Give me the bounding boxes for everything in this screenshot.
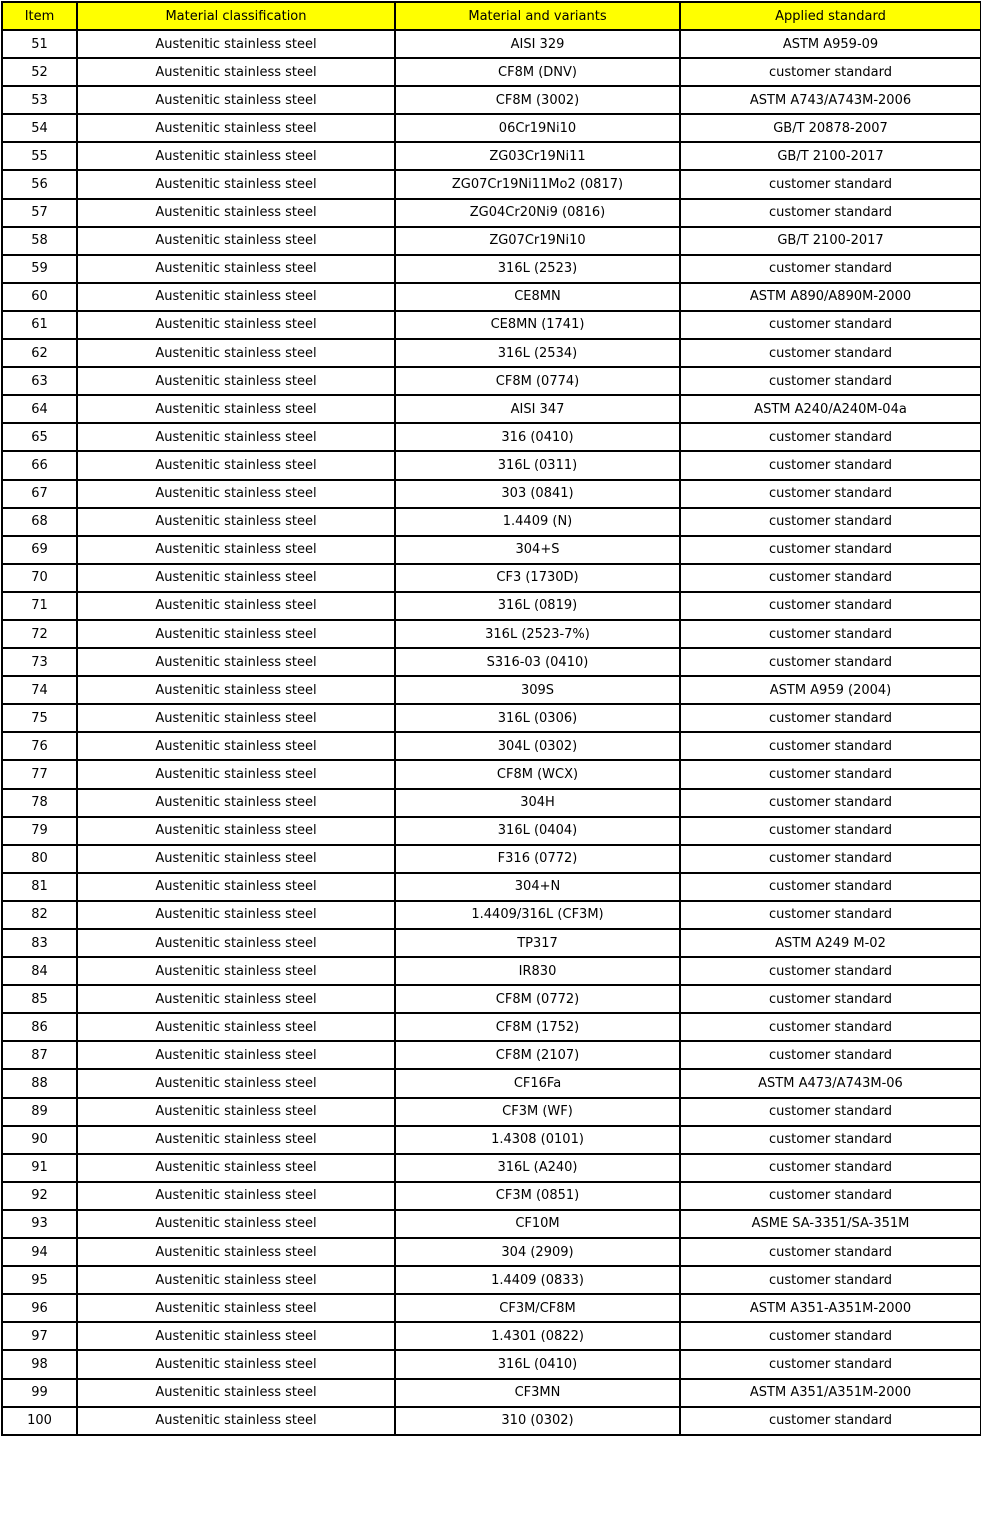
header-standard: Applied standard	[680, 2, 981, 30]
cell-classification: Austenitic stainless steel	[77, 170, 395, 198]
cell-material: 1.4308 (0101)	[395, 1126, 680, 1154]
cell-material: 303 (0841)	[395, 480, 680, 508]
cell-classification: Austenitic stainless steel	[77, 985, 395, 1013]
table-row	[2, 732, 981, 760]
table-row	[2, 311, 981, 339]
table-row	[2, 845, 981, 873]
cell-classification: Austenitic stainless steel	[77, 1182, 395, 1210]
header-material: Material and variants	[395, 2, 680, 30]
cell-item: 90	[2, 1126, 77, 1154]
cell-item: 84	[2, 957, 77, 985]
cell-item: 61	[2, 311, 77, 339]
table-row	[2, 676, 981, 704]
cell-classification: Austenitic stainless steel	[77, 901, 395, 929]
header-item: Item	[2, 2, 77, 30]
cell-classification: Austenitic stainless steel	[77, 311, 395, 339]
cell-standard: GB/T 20878-2007	[680, 114, 981, 142]
cell-classification: Austenitic stainless steel	[77, 227, 395, 255]
cell-standard: customer standard	[680, 620, 981, 648]
cell-material: CF8M (0774)	[395, 367, 680, 395]
cell-standard: customer standard	[680, 339, 981, 367]
cell-item: 70	[2, 564, 77, 592]
cell-material: 1.4301 (0822)	[395, 1322, 680, 1350]
cell-classification: Austenitic stainless steel	[77, 283, 395, 311]
cell-standard: customer standard	[680, 1266, 981, 1294]
table-row	[2, 1154, 981, 1182]
materials-table	[1, 1, 981, 1436]
cell-item: 65	[2, 423, 77, 451]
cell-classification: Austenitic stainless steel	[77, 114, 395, 142]
table-row	[2, 86, 981, 114]
cell-standard: customer standard	[680, 732, 981, 760]
cell-item: 57	[2, 199, 77, 227]
cell-classification: Austenitic stainless steel	[77, 1013, 395, 1041]
cell-material: CF3MN	[395, 1379, 680, 1407]
table-row	[2, 1322, 981, 1350]
table-row	[2, 1266, 981, 1294]
cell-item: 52	[2, 58, 77, 86]
cell-item: 58	[2, 227, 77, 255]
cell-standard: customer standard	[680, 1126, 981, 1154]
cell-item: 72	[2, 620, 77, 648]
cell-material: 06Cr19Ni10	[395, 114, 680, 142]
cell-standard: customer standard	[680, 817, 981, 845]
table-row	[2, 480, 981, 508]
cell-material: CF8M (2107)	[395, 1041, 680, 1069]
cell-classification: Austenitic stainless steel	[77, 255, 395, 283]
cell-material: 304 (2909)	[395, 1238, 680, 1266]
cell-item: 60	[2, 283, 77, 311]
cell-item: 86	[2, 1013, 77, 1041]
cell-material: 316 (0410)	[395, 423, 680, 451]
cell-classification: Austenitic stainless steel	[77, 1407, 395, 1435]
cell-material: ZG07Cr19Ni11Mo2 (0817)	[395, 170, 680, 198]
table-row	[2, 901, 981, 929]
cell-item: 62	[2, 339, 77, 367]
table-row	[2, 58, 981, 86]
cell-standard: customer standard	[680, 957, 981, 985]
cell-classification: Austenitic stainless steel	[77, 1069, 395, 1097]
cell-classification: Austenitic stainless steel	[77, 592, 395, 620]
cell-material: 316L (A240)	[395, 1154, 680, 1182]
cell-classification: Austenitic stainless steel	[77, 789, 395, 817]
table-row	[2, 1238, 981, 1266]
cell-classification: Austenitic stainless steel	[77, 564, 395, 592]
cell-item: 88	[2, 1069, 77, 1097]
cell-classification: Austenitic stainless steel	[77, 536, 395, 564]
table-row	[2, 592, 981, 620]
cell-material: CF3 (1730D)	[395, 564, 680, 592]
cell-item: 85	[2, 985, 77, 1013]
cell-item: 73	[2, 648, 77, 676]
cell-material: IR830	[395, 957, 680, 985]
cell-classification: Austenitic stainless steel	[77, 86, 395, 114]
table-row	[2, 1294, 981, 1322]
cell-classification: Austenitic stainless steel	[77, 1154, 395, 1182]
cell-classification: Austenitic stainless steel	[77, 480, 395, 508]
table-row	[2, 536, 981, 564]
cell-standard: ASTM A473/A743M-06	[680, 1069, 981, 1097]
cell-classification: Austenitic stainless steel	[77, 451, 395, 479]
cell-material: 304+N	[395, 873, 680, 901]
cell-material: 304+S	[395, 536, 680, 564]
cell-standard: customer standard	[680, 845, 981, 873]
cell-classification: Austenitic stainless steel	[77, 199, 395, 227]
table-row	[2, 1098, 981, 1126]
cell-standard: ASTM A743/A743M-2006	[680, 86, 981, 114]
cell-item: 87	[2, 1041, 77, 1069]
cell-standard: customer standard	[680, 901, 981, 929]
cell-item: 96	[2, 1294, 77, 1322]
table-row	[2, 929, 981, 957]
cell-standard: customer standard	[680, 1350, 981, 1378]
cell-standard: customer standard	[680, 170, 981, 198]
cell-standard: customer standard	[680, 1041, 981, 1069]
cell-item: 97	[2, 1322, 77, 1350]
cell-material: TP317	[395, 929, 680, 957]
cell-item: 71	[2, 592, 77, 620]
cell-standard: customer standard	[680, 760, 981, 788]
cell-item: 55	[2, 142, 77, 170]
cell-standard: customer standard	[680, 367, 981, 395]
table-row	[2, 648, 981, 676]
cell-standard: customer standard	[680, 985, 981, 1013]
table-row	[2, 395, 981, 423]
cell-classification: Austenitic stainless steel	[77, 30, 395, 58]
cell-classification: Austenitic stainless steel	[77, 1041, 395, 1069]
cell-standard: customer standard	[680, 1098, 981, 1126]
cell-material: CF3M/CF8M	[395, 1294, 680, 1322]
cell-standard: customer standard	[680, 1238, 981, 1266]
cell-classification: Austenitic stainless steel	[77, 1098, 395, 1126]
cell-material: 304H	[395, 789, 680, 817]
cell-classification: Austenitic stainless steel	[77, 929, 395, 957]
cell-standard: customer standard	[680, 873, 981, 901]
cell-classification: Austenitic stainless steel	[77, 1238, 395, 1266]
cell-item: 51	[2, 30, 77, 58]
cell-standard: customer standard	[680, 536, 981, 564]
cell-material: 316L (0306)	[395, 704, 680, 732]
cell-classification: Austenitic stainless steel	[77, 676, 395, 704]
table-row	[2, 760, 981, 788]
cell-material: 316L (0404)	[395, 817, 680, 845]
table-row	[2, 620, 981, 648]
cell-item: 98	[2, 1350, 77, 1378]
cell-item: 66	[2, 451, 77, 479]
cell-standard: ASTM A959-09	[680, 30, 981, 58]
cell-material: 310 (0302)	[395, 1407, 680, 1435]
cell-material: CE8MN (1741)	[395, 311, 680, 339]
cell-material: S316-03 (0410)	[395, 648, 680, 676]
cell-item: 80	[2, 845, 77, 873]
cell-classification: Austenitic stainless steel	[77, 339, 395, 367]
cell-material: ZG04Cr20Ni9 (0816)	[395, 199, 680, 227]
cell-material: ZG03Cr19Ni11	[395, 142, 680, 170]
cell-item: 56	[2, 170, 77, 198]
cell-standard: customer standard	[680, 58, 981, 86]
cell-standard: ASTM A890/A890M-2000	[680, 283, 981, 311]
cell-classification: Austenitic stainless steel	[77, 395, 395, 423]
cell-item: 89	[2, 1098, 77, 1126]
header-row	[2, 2, 981, 30]
cell-classification: Austenitic stainless steel	[77, 367, 395, 395]
cell-standard: ASTM A959 (2004)	[680, 676, 981, 704]
cell-material: 309S	[395, 676, 680, 704]
cell-item: 95	[2, 1266, 77, 1294]
cell-classification: Austenitic stainless steel	[77, 845, 395, 873]
cell-item: 68	[2, 508, 77, 536]
cell-classification: Austenitic stainless steel	[77, 704, 395, 732]
cell-standard: GB/T 2100-2017	[680, 227, 981, 255]
cell-classification: Austenitic stainless steel	[77, 1379, 395, 1407]
cell-material: AISI 329	[395, 30, 680, 58]
cell-item: 59	[2, 255, 77, 283]
table-row	[2, 170, 981, 198]
cell-item: 92	[2, 1182, 77, 1210]
cell-standard: customer standard	[680, 564, 981, 592]
cell-item: 79	[2, 817, 77, 845]
cell-standard: customer standard	[680, 451, 981, 479]
cell-material: CF10M	[395, 1210, 680, 1238]
cell-material: CE8MN	[395, 283, 680, 311]
table-row	[2, 1407, 981, 1435]
cell-standard: customer standard	[680, 704, 981, 732]
cell-item: 64	[2, 395, 77, 423]
table-row	[2, 367, 981, 395]
table-row	[2, 873, 981, 901]
cell-classification: Austenitic stainless steel	[77, 142, 395, 170]
cell-material: 316L (0819)	[395, 592, 680, 620]
table-row	[2, 423, 981, 451]
cell-item: 94	[2, 1238, 77, 1266]
cell-material: CF8M (WCX)	[395, 760, 680, 788]
cell-material: F316 (0772)	[395, 845, 680, 873]
cell-material: 1.4409 (0833)	[395, 1266, 680, 1294]
cell-classification: Austenitic stainless steel	[77, 1350, 395, 1378]
cell-classification: Austenitic stainless steel	[77, 957, 395, 985]
table-row	[2, 957, 981, 985]
cell-standard: customer standard	[680, 255, 981, 283]
cell-item: 54	[2, 114, 77, 142]
cell-classification: Austenitic stainless steel	[77, 508, 395, 536]
cell-standard: customer standard	[680, 508, 981, 536]
cell-standard: ASTM A249 M-02	[680, 929, 981, 957]
table-row	[2, 1210, 981, 1238]
cell-standard: customer standard	[680, 1182, 981, 1210]
table-row	[2, 564, 981, 592]
cell-material: ZG07Cr19Ni10	[395, 227, 680, 255]
cell-standard: GB/T 2100-2017	[680, 142, 981, 170]
cell-standard: customer standard	[680, 311, 981, 339]
cell-standard: customer standard	[680, 648, 981, 676]
cell-material: AISI 347	[395, 395, 680, 423]
cell-classification: Austenitic stainless steel	[77, 58, 395, 86]
cell-classification: Austenitic stainless steel	[77, 620, 395, 648]
cell-item: 78	[2, 789, 77, 817]
cell-material: CF16Fa	[395, 1069, 680, 1097]
cell-standard: ASTM A351-A351M-2000	[680, 1294, 981, 1322]
cell-material: 304L (0302)	[395, 732, 680, 760]
cell-classification: Austenitic stainless steel	[77, 423, 395, 451]
cell-standard: customer standard	[680, 199, 981, 227]
cell-standard: customer standard	[680, 1322, 981, 1350]
cell-material: CF8M (3002)	[395, 86, 680, 114]
cell-material: 316L (2534)	[395, 339, 680, 367]
cell-standard: customer standard	[680, 592, 981, 620]
header-classification: Material classification	[77, 2, 395, 30]
cell-material: CF8M (0772)	[395, 985, 680, 1013]
table-row	[2, 255, 981, 283]
cell-standard: ASME SA-3351/SA-351M	[680, 1210, 981, 1238]
cell-standard: customer standard	[680, 1013, 981, 1041]
cell-classification: Austenitic stainless steel	[77, 873, 395, 901]
cell-standard: ASTM A351/A351M-2000	[680, 1379, 981, 1407]
cell-item: 67	[2, 480, 77, 508]
cell-item: 74	[2, 676, 77, 704]
cell-classification: Austenitic stainless steel	[77, 1322, 395, 1350]
cell-item: 69	[2, 536, 77, 564]
cell-classification: Austenitic stainless steel	[77, 732, 395, 760]
table-row	[2, 789, 981, 817]
cell-classification: Austenitic stainless steel	[77, 817, 395, 845]
table-row	[2, 1013, 981, 1041]
table-row	[2, 30, 981, 58]
cell-material: CF3M (0851)	[395, 1182, 680, 1210]
table-row	[2, 339, 981, 367]
cell-item: 82	[2, 901, 77, 929]
table-row	[2, 1350, 981, 1378]
table-row	[2, 142, 981, 170]
cell-material: 1.4409/316L (CF3M)	[395, 901, 680, 929]
cell-item: 93	[2, 1210, 77, 1238]
table-row	[2, 1379, 981, 1407]
table-row	[2, 227, 981, 255]
cell-material: 316L (2523-7%)	[395, 620, 680, 648]
cell-item: 77	[2, 760, 77, 788]
cell-classification: Austenitic stainless steel	[77, 1266, 395, 1294]
cell-item: 53	[2, 86, 77, 114]
table-row	[2, 1126, 981, 1154]
table-row	[2, 1069, 981, 1097]
table-row	[2, 508, 981, 536]
table-row	[2, 1182, 981, 1210]
cell-material: CF8M (DNV)	[395, 58, 680, 86]
cell-standard: customer standard	[680, 789, 981, 817]
cell-material: 316L (0410)	[395, 1350, 680, 1378]
cell-item: 91	[2, 1154, 77, 1182]
cell-item: 63	[2, 367, 77, 395]
cell-standard: customer standard	[680, 423, 981, 451]
cell-standard: customer standard	[680, 1407, 981, 1435]
table-row	[2, 704, 981, 732]
table-row	[2, 1041, 981, 1069]
cell-item: 75	[2, 704, 77, 732]
cell-classification: Austenitic stainless steel	[77, 1210, 395, 1238]
cell-item: 83	[2, 929, 77, 957]
table-row	[2, 817, 981, 845]
cell-material: CF8M (1752)	[395, 1013, 680, 1041]
cell-material: CF3M (WF)	[395, 1098, 680, 1126]
cell-item: 76	[2, 732, 77, 760]
cell-classification: Austenitic stainless steel	[77, 1126, 395, 1154]
cell-item: 81	[2, 873, 77, 901]
cell-material: 1.4409 (N)	[395, 508, 680, 536]
table-row	[2, 985, 981, 1013]
table-row	[2, 283, 981, 311]
cell-item: 99	[2, 1379, 77, 1407]
table-body	[2, 30, 981, 1435]
cell-material: 316L (2523)	[395, 255, 680, 283]
cell-standard: customer standard	[680, 480, 981, 508]
cell-classification: Austenitic stainless steel	[77, 760, 395, 788]
cell-standard: customer standard	[680, 1154, 981, 1182]
table-row	[2, 451, 981, 479]
cell-material: 316L (0311)	[395, 451, 680, 479]
cell-standard: ASTM A240/A240M-04a	[680, 395, 981, 423]
cell-classification: Austenitic stainless steel	[77, 648, 395, 676]
cell-item: 100	[2, 1407, 77, 1435]
cell-classification: Austenitic stainless steel	[77, 1294, 395, 1322]
table-row	[2, 114, 981, 142]
table-row	[2, 199, 981, 227]
